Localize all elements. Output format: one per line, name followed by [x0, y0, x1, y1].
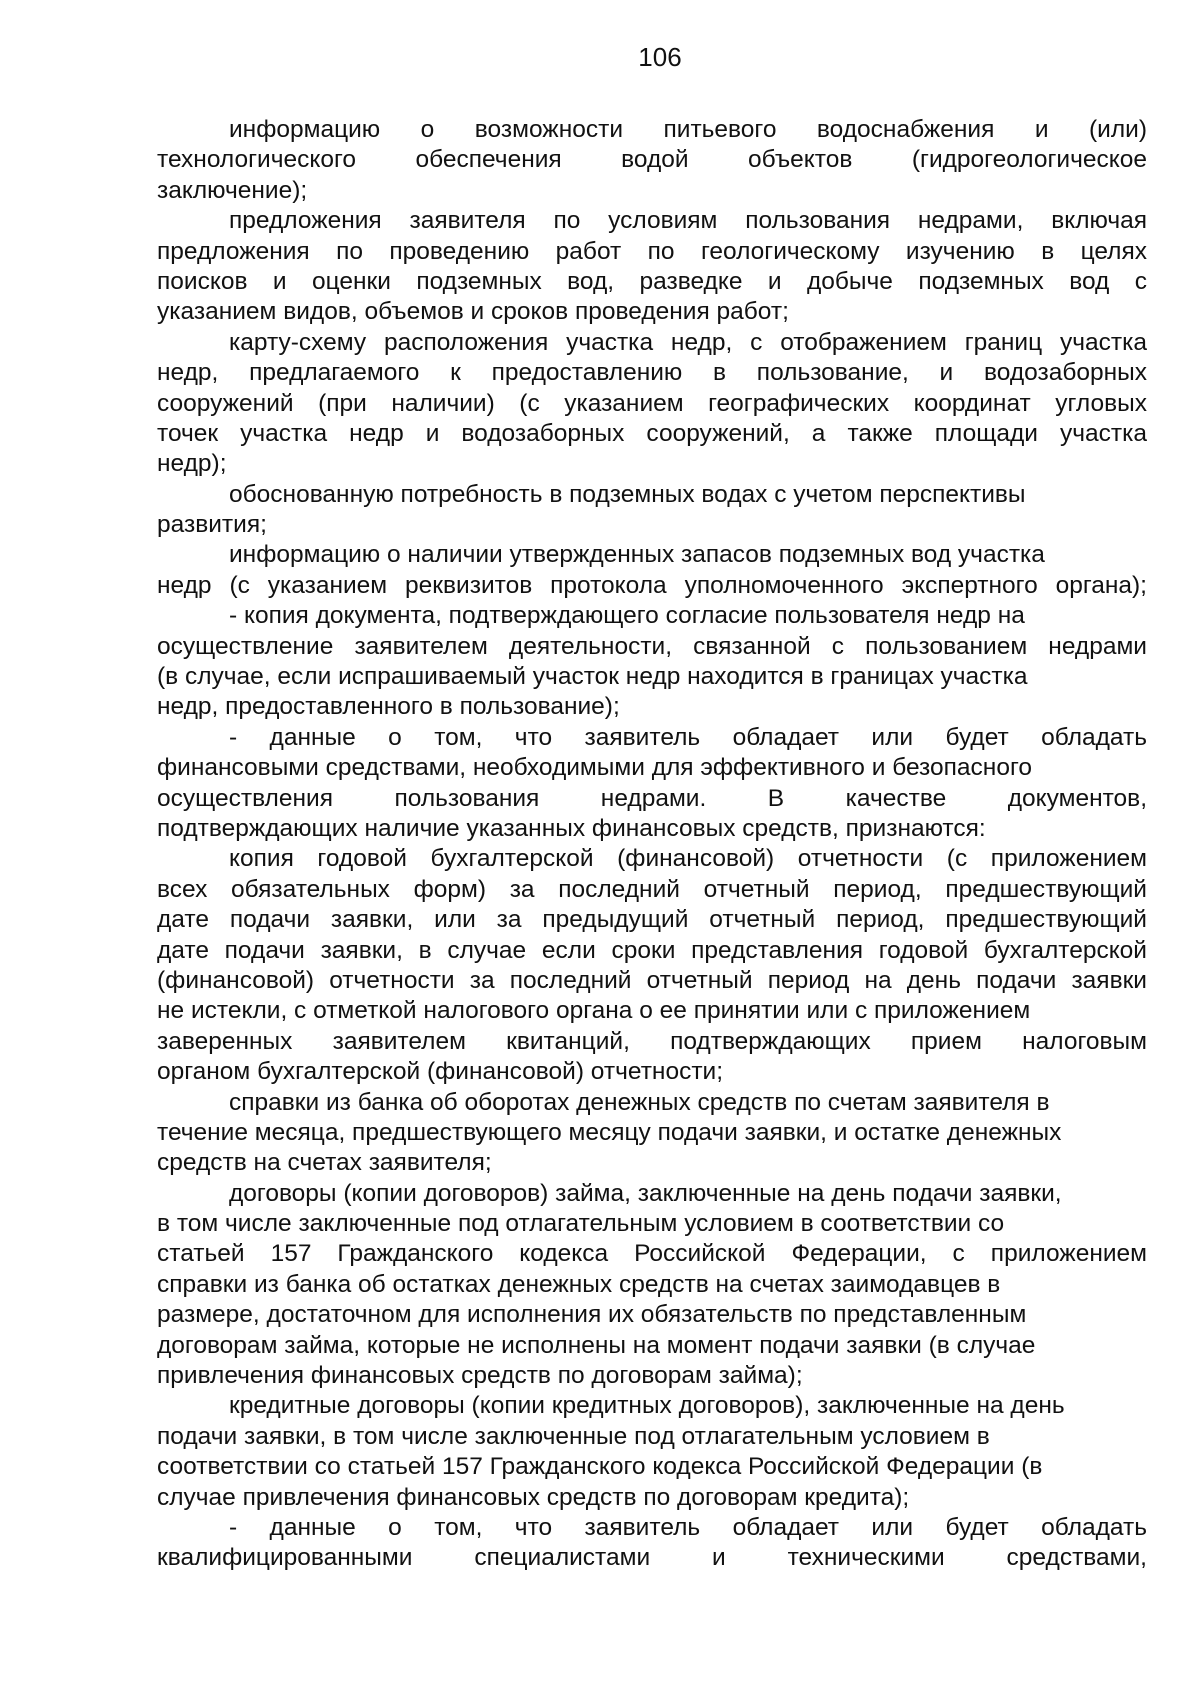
text-line: осуществление заявителем деятельности, связанной с пользованием недрами	[157, 632, 1147, 660]
text-line: в том числе заключенные под отлагательным условием в соответствии со	[157, 1210, 1005, 1238]
text-line: предложения заявителя по условиям пользования недрами, включая	[229, 207, 1147, 235]
text-line: заключение);	[157, 176, 308, 204]
text-line: недр, предоставленного в пользование);	[157, 693, 620, 721]
text-line: привлечения финансовых средств по договорам займа);	[157, 1362, 803, 1390]
text-line: органом бухгалтерской (финансовой) отчетности;	[157, 1058, 724, 1086]
text-line: информацию о возможности питьевого водоснабжения и (или)	[229, 116, 1147, 143]
text-line: случае привлечения финансовых средств по договорам кредита);	[157, 1483, 910, 1511]
text-line: карту-схему расположения участка недр, с отображением границ участка	[229, 328, 1147, 356]
text-line: копия годовой бухгалтерской (финансовой) отчетности (с приложением	[229, 845, 1147, 873]
page-number: 106	[638, 42, 682, 72]
document-text	[157, 115, 1147, 1574]
text-line: осуществления пользования недрами. В качестве документов,	[157, 784, 1147, 812]
text-line: поисков и оценки подземных вод, разведке и добыче подземных вод с	[157, 267, 1147, 295]
text-line: обоснованную потребность в подземных водах с учетом перспективы	[229, 480, 1026, 508]
text-line: средств на счетах заявителя;	[157, 1149, 492, 1177]
text-line: технологического обеспечения водой объектов (гидрогеологическое	[157, 146, 1147, 174]
text-line: всех обязательных форм) за последний отчетный период, предшествующий	[157, 875, 1147, 903]
text-line: соответствии со статьей 157 Гражданского кодекса Российской Федерации (в	[157, 1453, 1043, 1481]
text-line: развития;	[157, 511, 267, 539]
text-line: недр (с указанием реквизитов протокола уполномоченного экспертного органа);	[157, 571, 1147, 599]
text-line: договорам займа, которые не исполнены на момент подачи заявки (в случае	[157, 1331, 1036, 1359]
text-line: - копия документа, подтверждающего согласие пользователя недр на	[229, 602, 1025, 630]
text-line: кредитные договоры (копии кредитных договоров), заключенные на день	[229, 1392, 1065, 1420]
text-line: предложения по проведению работ по геологическому изучению в целях	[157, 237, 1147, 265]
text-line: - данные о том, что заявитель обладает или будет обладать	[229, 723, 1147, 751]
text-line: недр, предлагаемого к предоставлению в пользование, и водозаборных	[157, 359, 1147, 387]
text-line: подачи заявки, в том числе заключенные под отлагательным условием в	[157, 1422, 990, 1450]
text-line: (финансовой) отчетности за последний отчетный период на день подачи заявки	[157, 966, 1147, 994]
text-line: дате подачи заявки, в случае если сроки представления годовой бухгалтерской	[157, 936, 1147, 964]
text-line: информацию о наличии утвержденных запасов подземных вод участка	[229, 541, 1045, 569]
text-line: статьей 157 Гражданского кодекса Российской Федерации, с приложением	[157, 1240, 1147, 1268]
text-line: (в случае, если испрашиваемый участок недр находится в границах участка	[157, 663, 1028, 691]
text-line: дате подачи заявки, или за предыдущий отчетный период, предшествующий	[157, 906, 1147, 934]
text-line: сооружений (при наличии) (с указанием географических координат угловых	[157, 389, 1147, 417]
text-line: договоры (копии договоров) займа, заключенные на день подачи заявки,	[229, 1179, 1062, 1207]
text-line: квалифицированными специалистами и техническими средствами,	[157, 1544, 1147, 1572]
text-line: заверенных заявителем квитанций, подтверждающих прием налоговым	[157, 1027, 1147, 1055]
text-line: справки из банка об остатках денежных средств на счетах заимодавцев в	[157, 1270, 1001, 1298]
text-line: размере, достаточном для исполнения их обязательств по представленным	[157, 1301, 1027, 1329]
text-line: справки из банка об оборотах денежных средств по счетам заявителя в	[229, 1088, 1050, 1116]
text-line: подтверждающих наличие указанных финансовых средств, признаются:	[157, 814, 986, 842]
text-line: - данные о том, что заявитель обладает или будет обладать	[229, 1513, 1147, 1541]
text-line: указанием видов, объемов и сроков проведения работ;	[157, 298, 789, 326]
text-line: точек участка недр и водозаборных сооружений, а также площади участка	[157, 419, 1147, 447]
text-line: не истекли, с отметкой налогового органа о ее принятии или с приложением	[157, 997, 1031, 1025]
text-line: течение месяца, предшествующего месяцу подачи заявки, и остатке денежных	[157, 1118, 1062, 1146]
text-line: финансовыми средствами, необходимыми для эффективного и безопасного	[157, 754, 1032, 782]
text-line: недр);	[157, 450, 227, 478]
